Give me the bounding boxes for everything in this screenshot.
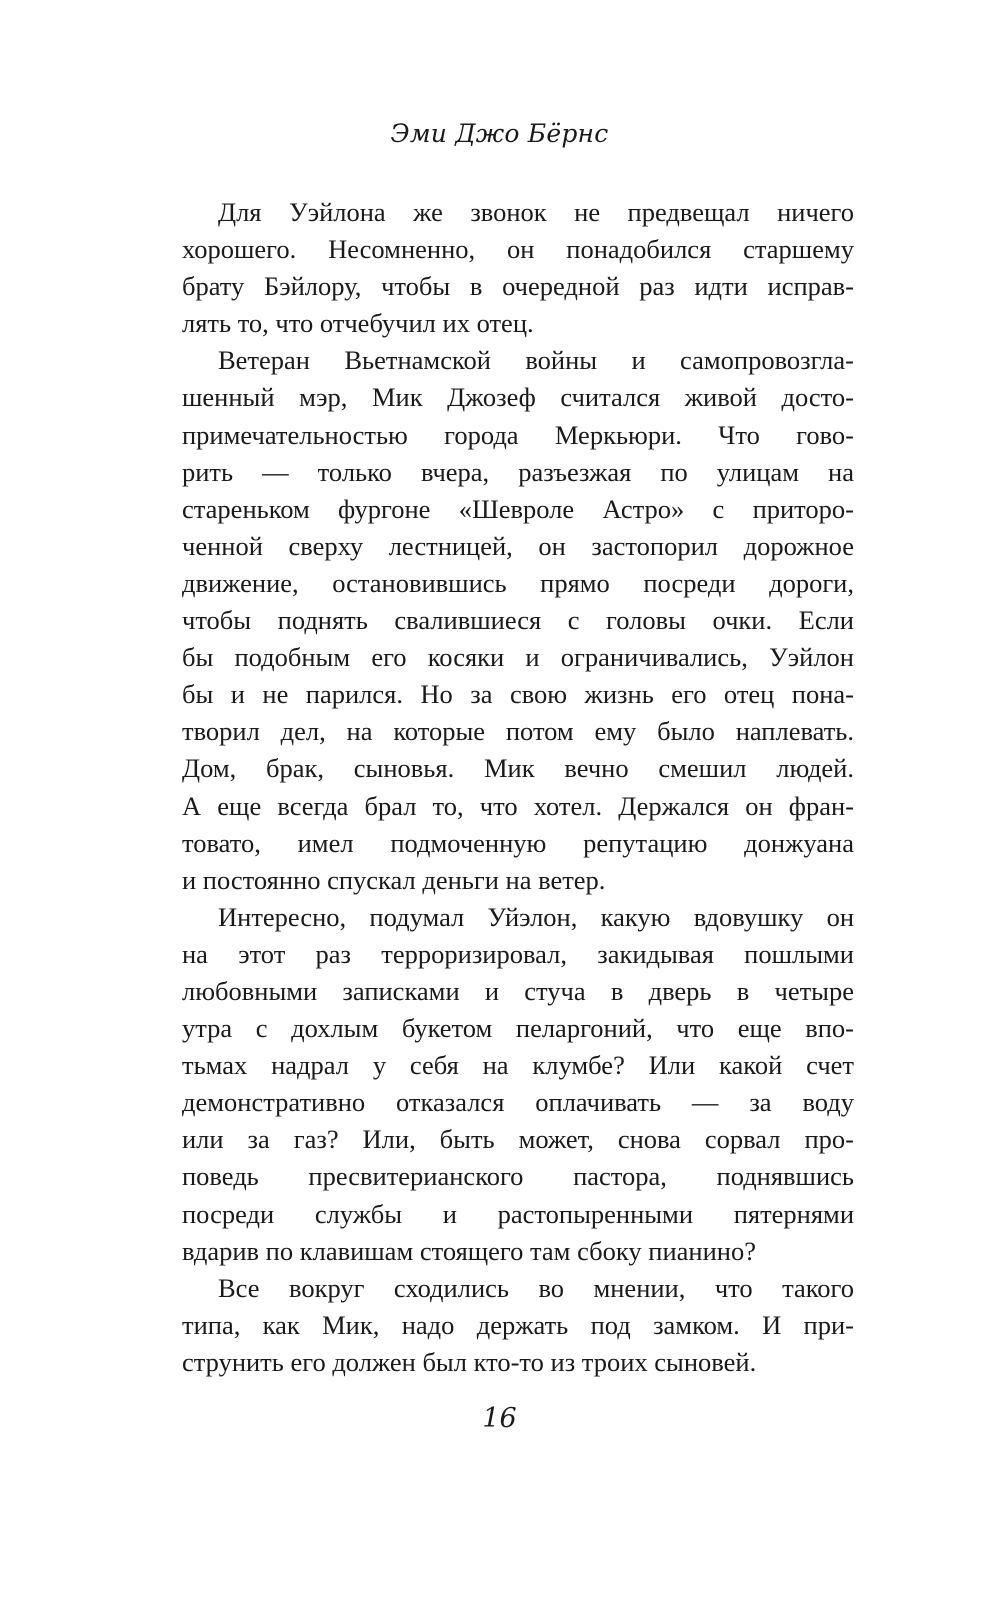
text-line: Для Уэйлона же звонок не предвещал ничего — [218, 197, 854, 227]
text-line: товато, имел подмоченную репутацию донжуана — [182, 827, 854, 858]
text-line: чтобы поднять свалившиеся с головы очки. Если — [182, 605, 854, 636]
text-line: рить — только вчера, разъезжая по улицам на — [182, 456, 854, 487]
text-line: Дом, брак, сыновья. Мик вечно смешил людей. — [182, 753, 854, 784]
text-line: примечательностью города Меркьюри. Что гово- — [182, 419, 854, 450]
text-line: шенный мэр, Мик Джозеф считался живой досто- — [182, 382, 854, 413]
text-line: вдарив по клавишам стоящего там сбоку пианино? — [182, 1235, 756, 1266]
text-line: утра с дохлым букетом пеларгоний, что еще впо- — [182, 1013, 854, 1044]
page-number: 16 — [482, 1403, 517, 1434]
text-line: движение, остановившись прямо посреди дороги, — [182, 567, 854, 598]
text-line: бы и не парился. Но за свою жизнь его отец пона- — [182, 679, 854, 710]
text-line: демонстративно отказался оплачивать — за воду — [182, 1087, 854, 1118]
text-line: брату Бэйлору, чтобы в очередной раз идти исправ- — [182, 271, 854, 302]
text-line: Ветеран Вьетнамской войны и самопровозгла- — [218, 345, 854, 376]
text-line: и постоянно спускал деньги на ветер. — [182, 864, 606, 895]
text-line: творил дел, на которые потом ему было наплевать. — [182, 716, 854, 747]
text-line: хорошего. Несомненно, он понадобился старшему — [182, 234, 854, 265]
text-line: поведь пресвитерианского пастора, поднявшись — [182, 1161, 854, 1192]
text-line: тьмах надрал у себя на клумбе? Или какой счет — [182, 1050, 854, 1081]
text-line: Интересно, подумал Уйэлон, какую вдовушку он — [218, 901, 854, 932]
text-line — [182, 491, 854, 528]
body-text — [182, 194, 854, 1381]
text-line: любовными записками и стуча в дверь в четыре — [182, 975, 854, 1006]
text-line: на этот раз терроризировал, закидывая пошлыми — [182, 938, 854, 969]
text-line: ченной сверху лестницей, он застопорил дорожное — [182, 530, 854, 561]
text-line-visible: стареньком фургоне «Шевроле Астро» с приторо- — [182, 493, 854, 524]
text-line: струнить его должен был кто-то из троих сыновей. — [182, 1346, 757, 1377]
text-line: Все вокруг сходились во мнении, что такого — [218, 1272, 854, 1303]
text-line: посреди службы и растопыренными пятернями — [182, 1198, 854, 1229]
text-line: лять то, что отчебучил их отец. — [182, 308, 534, 339]
text-line: бы подобным его косяки и ограничивались, Уэйлон — [182, 642, 854, 673]
text-line: или за газ? Или, быть может, снова сорвал про- — [182, 1124, 854, 1155]
running-title: Эми Джо Бёрнс — [390, 119, 609, 148]
text-line: типа, как Мик, надо держать под замком. И при- — [182, 1309, 854, 1340]
text-line: А еще всегда брал то, что хотел. Держался он фран- — [182, 790, 854, 821]
